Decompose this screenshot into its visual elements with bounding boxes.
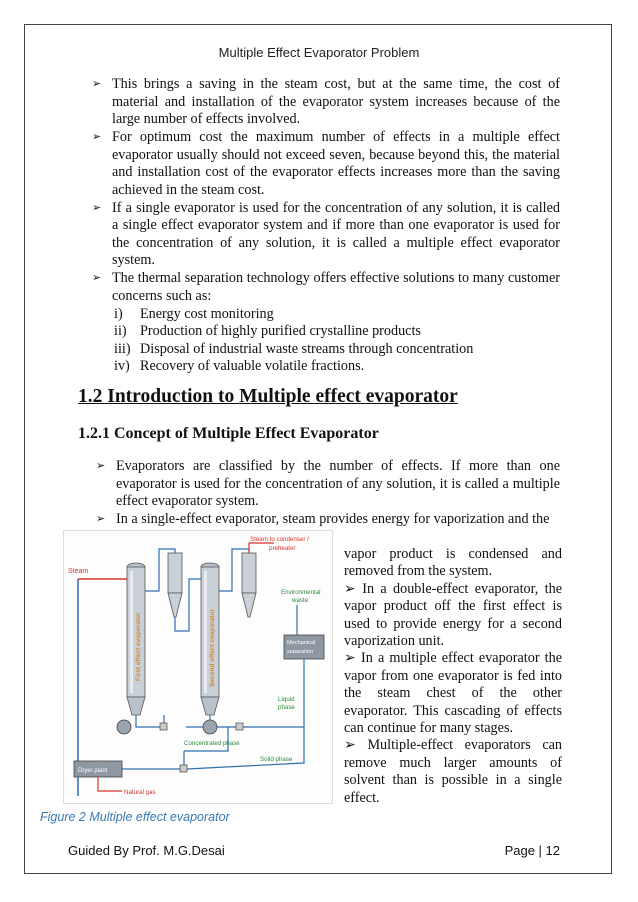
list-item: ➢ This brings a saving in the steam cost, but at the same time, the cost of material and installation of the evaporator system increases because of the large number of effects involved. xyxy=(92,76,560,127)
arrow-bullet-icon: ➢ xyxy=(344,580,363,597)
arrow-bullet-icon: ➢ xyxy=(96,513,106,525)
figure-caption: Figure 2 Multiple effect evaporator xyxy=(40,810,230,824)
evaporator-diagram xyxy=(64,531,332,803)
section-bullets xyxy=(0,458,638,529)
label-preheater: preheater xyxy=(269,545,296,552)
label-natural-gas: Natural gas xyxy=(124,789,156,796)
label-first-effect: First effect evaporator xyxy=(135,612,142,681)
label-phase: phase xyxy=(278,704,295,711)
label-solid-phase: Solid phase xyxy=(260,756,293,763)
list-item: ➢ The thermal separation technology offers effective solutions to many customer concerns such as: xyxy=(92,270,560,304)
side-paragraph: vapor product is condensed and removed from the system. xyxy=(344,546,562,580)
arrow-bullet-icon: ➢ xyxy=(92,201,102,214)
side-text xyxy=(344,546,562,807)
arrow-bullet-icon: ➢ xyxy=(96,460,106,472)
evaporator-figure xyxy=(64,531,332,803)
arrow-bullet-icon: ➢ xyxy=(92,78,102,90)
list-item: ➢ If a single evaporator is used for the concentration of any solution, it is called a single effect evaporator system and if more than one evaporator is used for the concentration of any solution, it is called a multiple effect evaporator system. xyxy=(92,199,560,268)
list-item: ii) Production of highly purified crystalline products xyxy=(114,323,421,339)
concerns-list xyxy=(0,306,638,376)
page-header: Multiple Effect Evaporator Problem xyxy=(218,45,420,60)
list-item: iv) Recovery of valuable volatile fractions. xyxy=(114,358,365,374)
label-environmental: Environmental xyxy=(281,589,321,596)
label-second-effect: Second effect evaporator xyxy=(209,608,216,687)
label-concentrated-phase: Concentrated phase xyxy=(184,740,240,747)
list-item: i) Energy cost monitoring xyxy=(114,305,274,322)
side-paragraph: ➢ Multiple-effect evaporators can remove much larger amounts of solvent than is possible in a single effect. xyxy=(344,737,563,806)
list-item: iii) Disposal of industrial waste streams through concentration xyxy=(114,340,474,357)
footer-guide: Guided By Prof. M.G.Desai xyxy=(68,843,225,858)
label-mechanical: Mechanical xyxy=(287,640,316,646)
arrow-bullet-icon: ➢ xyxy=(92,131,102,143)
label-separation: separation xyxy=(287,649,314,655)
label-waste: waste xyxy=(292,597,309,604)
intro-bullets xyxy=(0,76,638,376)
label-steam: Steam xyxy=(68,568,89,575)
list-item: ➢ For optimum cost the maximum number of effects in a multiple effect evaporator usually should not exceed seven, because beyond this, the material and installation cost of the evaporator effects increases more than the saving achieved in the steam cost. xyxy=(92,129,560,198)
side-paragraph: ➢ In a double-effect evaporator, the vapor product off the first effect is used to provide energy for a second vaporization unit. xyxy=(344,580,563,650)
arrow-bullet-icon: ➢ xyxy=(344,737,368,754)
label-dryer-plant: Dryer plant xyxy=(78,768,108,774)
side-paragraph: ➢ In a multiple effect evaporator the vapor from one evaporator is fed into the steam chest of the other evaporator. This cascading of effects can continue for many stages. xyxy=(344,650,563,737)
label-liquid: Liquid xyxy=(278,696,295,703)
label-steam-to-condenser: Steam to condenser / xyxy=(250,536,309,543)
list-item: ➢ Evaporators are classified by the number of effects. If more than one evaporator is used for the concentration of any solution, it is called a multiple effect evaporator system. xyxy=(96,458,560,509)
arrow-bullet-icon: ➢ xyxy=(344,650,362,667)
subsection-heading: 1.2.1 Concept of Multiple Effect Evaporator xyxy=(78,425,379,442)
footer-page-number: Page | 12 xyxy=(504,843,560,858)
list-item: ➢ In a single-effect evaporator, steam provides energy for vaporization and the xyxy=(96,511,550,527)
section-heading: 1.2 Introduction to Multiple effect evaporator xyxy=(78,386,458,407)
arrow-bullet-icon: ➢ xyxy=(92,272,102,284)
